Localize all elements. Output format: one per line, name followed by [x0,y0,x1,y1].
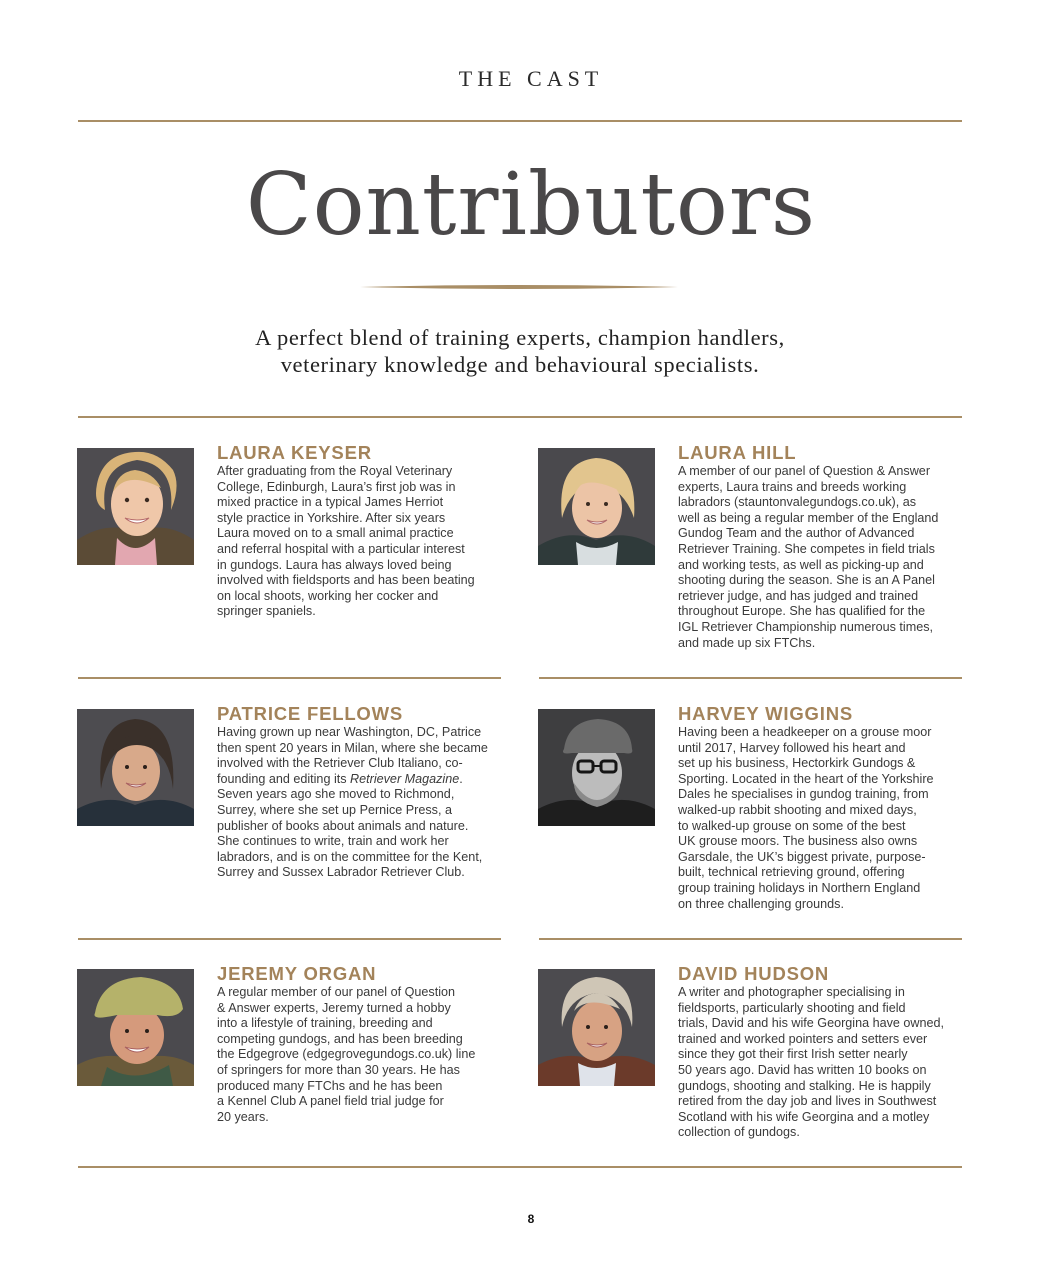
contributor-bio: After graduating from the Royal Veterinary College, Edinburgh, Laura’s first job was in mixed practice in a typical James Herriot style practice in Yorkshire. After six years Laura moved on to a small animal practice and referral hospital with a particular interest in gundogs. Laura has always loved being involved with fieldsports and has been beating on local shoots, working her cocker and springer spaniels. [217,464,475,619]
contributor-bio: A writer and photographer specialising in fieldsports, particularly shooting and field trials, David and his wife Georgina have owned, trained and worked pointers and setters ever since they got their first Irish setter nearly 50 years ago. David has written 10 books on gundogs, shooting and stalking. He is happily retired from the day job and lives in Southwest Scotland with his wife Georgina and a motley collection of gundogs. [678,985,945,1140]
top-divider [78,120,962,122]
row-divider-left [78,938,501,940]
contributor-name: DAVID HUDSON [678,963,830,984]
contributor-bio: A regular member of our panel of Question & Answer experts, Jeremy turned a hobby into a lifestyle of training, breeding and competing gundogs, and has been breeding the Edgegrove (edgegrovegundogs.co.uk) line of springers for more than 30 years. He has produced many FTChs and he has been a Kennel Club A panel field trial judge for 20 years. [217,985,476,1124]
section-divider [78,416,962,418]
subtitle-line-1: A perfect blend of training experts, champion handlers, [255,325,785,350]
page-subtitle [150,324,890,378]
contributor-name: JEREMY ORGAN [217,963,377,984]
row-divider-left [78,677,501,679]
contributor-bio: Having been a headkeeper on a grouse moor until 2017, Harvey followed his heart and set up his business, Hectorkirk Gundogs & Sporting. Located in the heart of the Yorkshire Dales he specialises in gundog training, from walked-up rabbit shooting and mixed days, to walked-up grouse on some of the best UK grouse moors. The business also owns Garsdale, the UK’s biggest private, purpose- built, technical retrieving ground, offering group training holidays in Northern England on three challenging grounds. [678,725,934,911]
row-divider-right [539,677,962,679]
contributor-name: PATRICE FELLOWS [217,703,404,724]
title-ornament [360,284,678,290]
section-kicker: THE CAST [458,66,604,91]
contributor-photo-jeremy-organ [77,969,194,1086]
subtitle-line-2: veterinary knowledge and behavioural specialists. [280,352,760,377]
bottom-divider [78,1166,962,1168]
row-divider-right [539,938,962,940]
contributor-photo-david-hudson [538,969,655,1086]
contributor-name: LAURA KEYSER [217,442,372,463]
contributor-bio: A member of our panel of Question & Answer experts, Laura trains and breeds working labradors (stauntonvalegundogs.co.uk), as well as being a regular member of the England Gundog Team and the author of Advanced Retriever Training. She competes in field trials and working tests, as well as picking-up and shooting during the season. She is an A Panel retriever judge, and has judged and trained throughout Europe. She has qualified for the IGL Retriever Championship numerous times, and made up six FTChs. [678,464,939,650]
contributor-name: LAURA HILL [678,442,797,463]
contributor-photo-laura-hill [538,448,655,565]
page-number: 8 [527,1212,535,1226]
contributor-photo-laura-keyser [77,448,194,565]
contributor-photo-patrice-fellows [77,709,194,826]
page-title: Contributors [245,155,817,255]
contributor-bio: Having grown up near Washington, DC, Patrice then spent 20 years in Milan, where she became involved with the Retriever Club Italiano, co- founding and editing its Retriever Magazine. Seven years ago she moved to Richmond, Surrey, where she set up Pernice Press, a publisher of books about animals and nature. She continues to write, train and work her labradors, and is on the committee for the Kent, Surrey and Sussex Labrador Retriever Club. [217,725,488,880]
contributor-photo-harvey-wiggins [538,709,655,826]
contributor-name: HARVEY WIGGINS [678,703,853,724]
